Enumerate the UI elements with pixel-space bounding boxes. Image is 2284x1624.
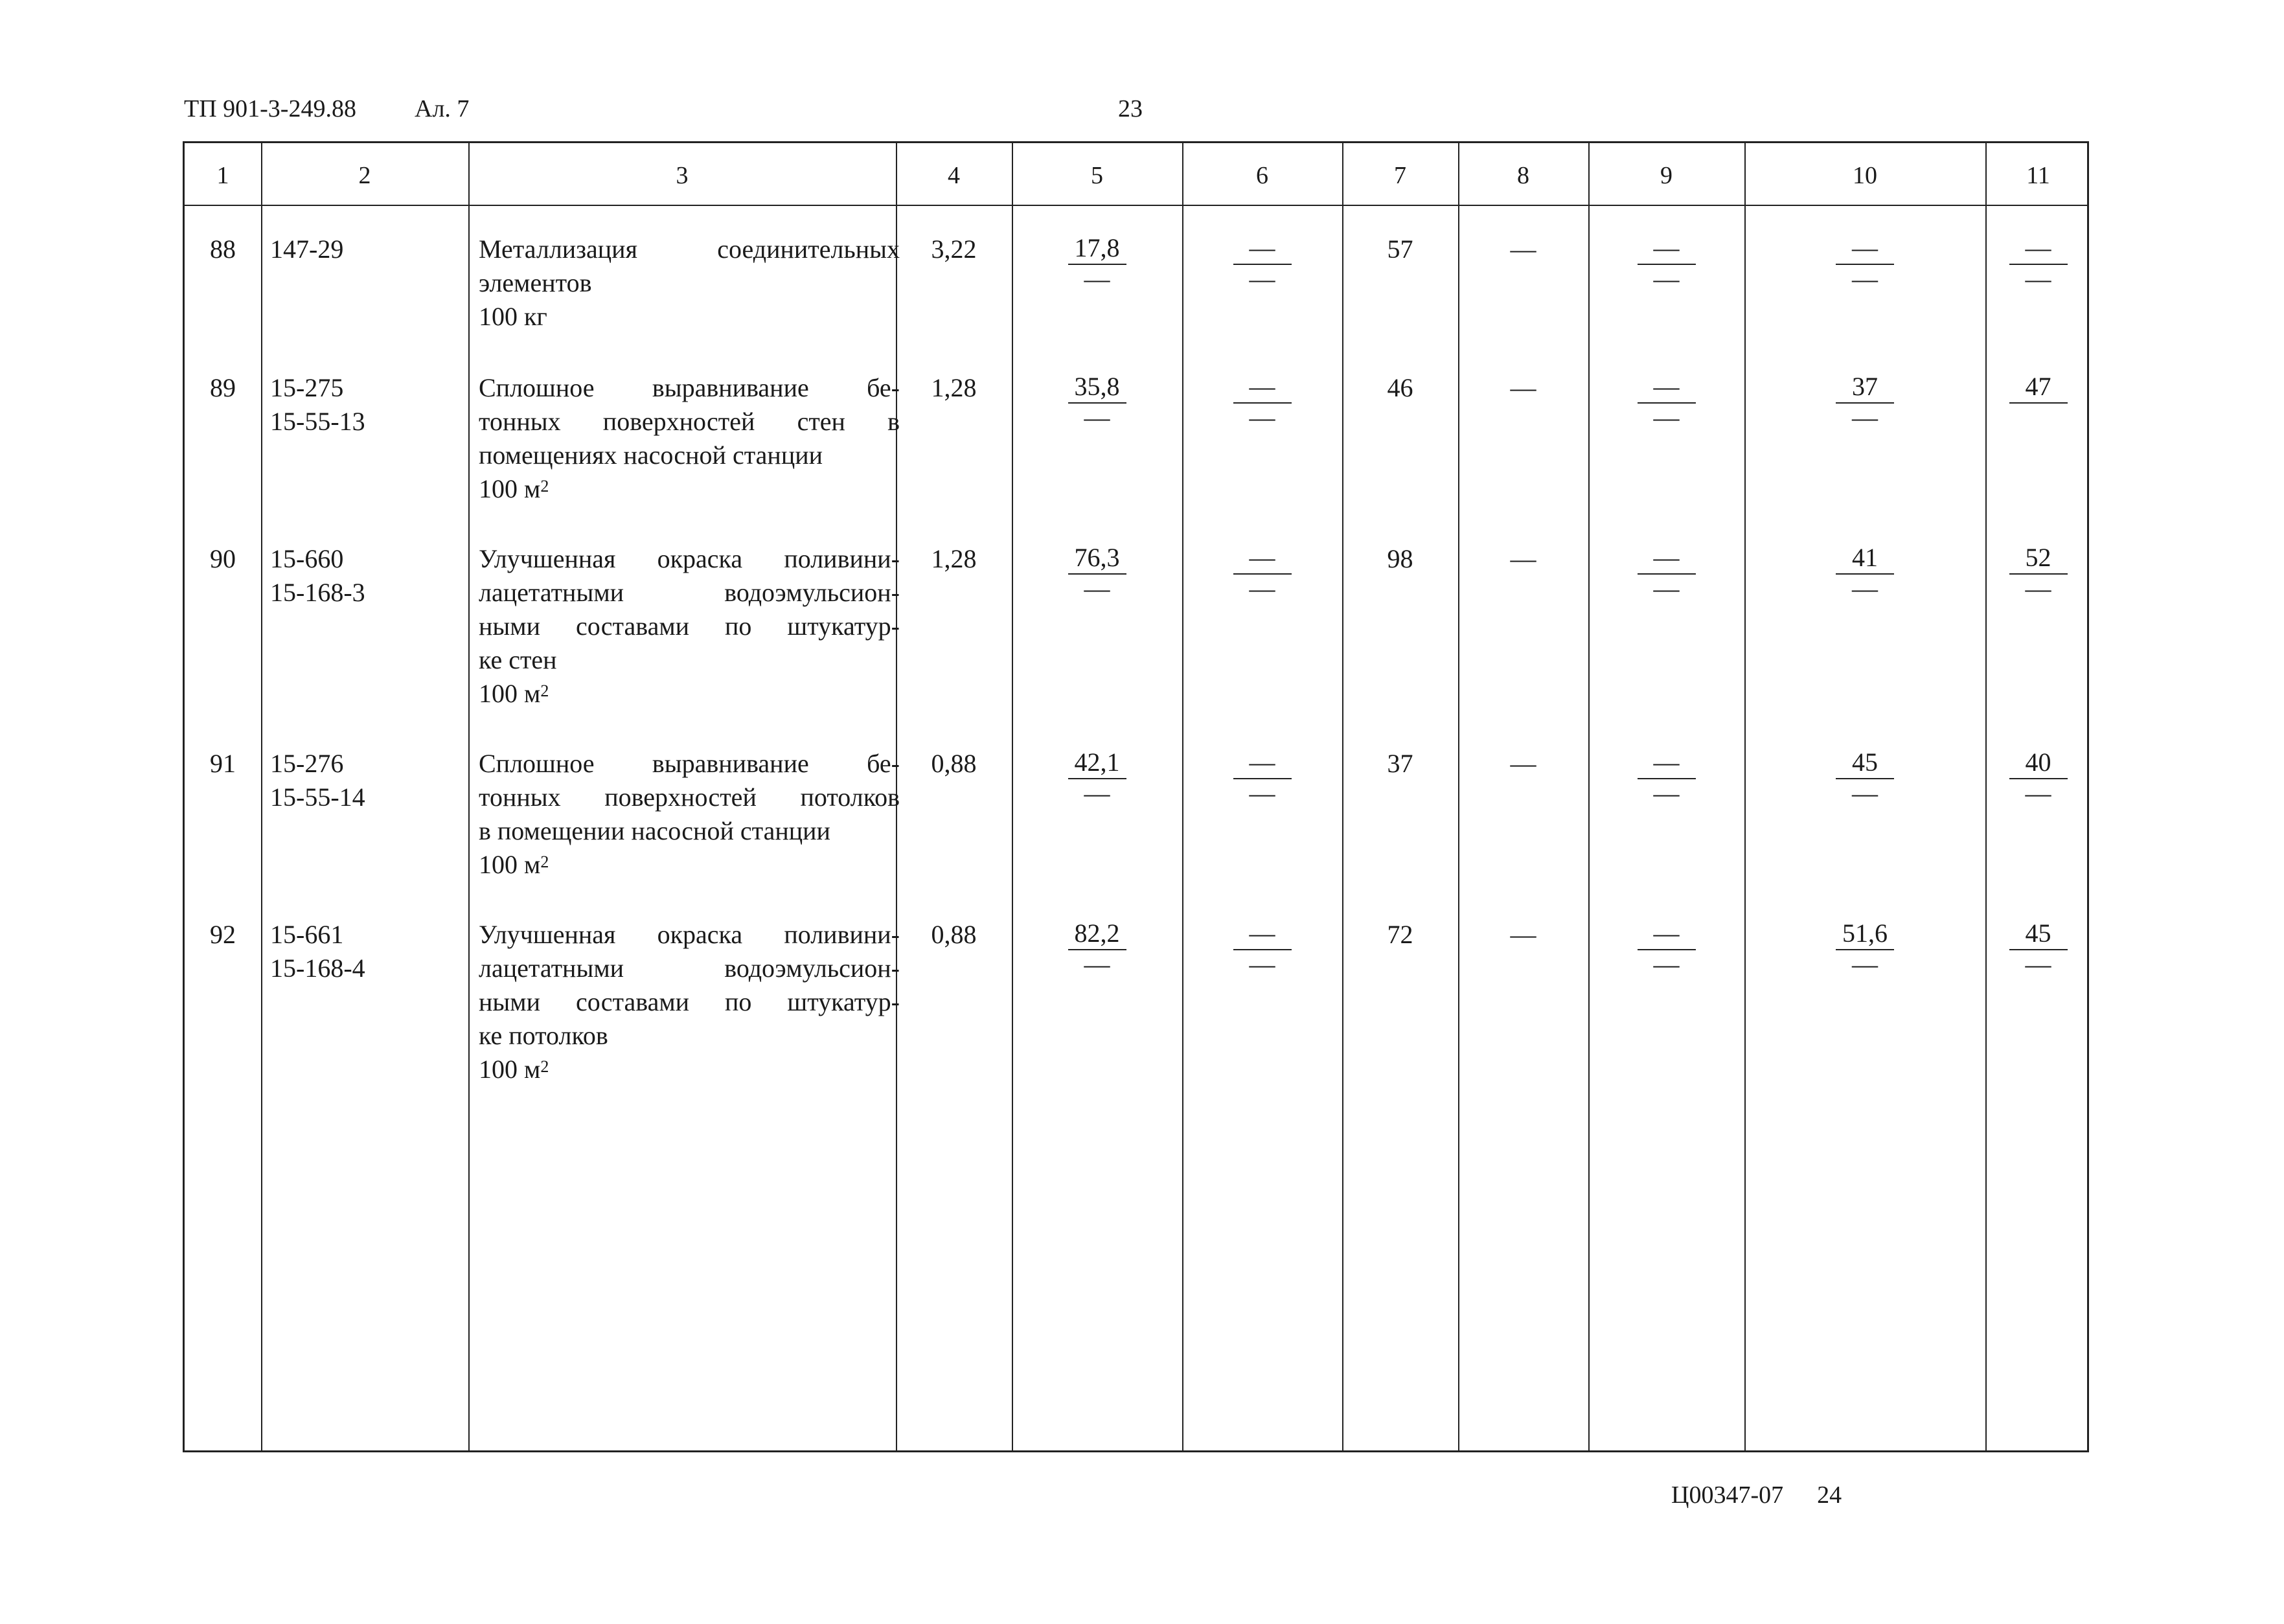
footer-page-number: 24 (1817, 1481, 1842, 1509)
unit-superscript: 2 (540, 477, 549, 496)
fraction-cell (1233, 747, 1292, 808)
estimate-table (183, 141, 2089, 1452)
norm-code: 15-275 (270, 373, 344, 402)
unit-text: 100 кг (479, 302, 547, 331)
fraction-numerator: — (2009, 233, 2068, 265)
description-line: ке потолков (479, 1021, 608, 1050)
footer (1671, 1481, 1842, 1509)
fraction-cell (1836, 918, 1894, 979)
fraction-denominator: — (1084, 779, 1110, 808)
fraction-denominator: — (1852, 403, 1878, 432)
fraction-denominator: — (2025, 574, 2051, 603)
row-number: 91 (210, 749, 236, 778)
norm-code: 15-168-3 (270, 578, 365, 607)
description-line: элементов (479, 268, 592, 297)
fraction-numerator: — (1638, 542, 1696, 575)
fraction-numerator: — (1233, 918, 1292, 950)
col7-value: 72 (1387, 920, 1413, 949)
fraction-cell (1836, 542, 1894, 603)
column-divider (1012, 143, 1013, 1450)
column-number: 10 (1853, 162, 1877, 189)
col8-value: — (1510, 749, 1536, 778)
fraction-numerator: 45 (2009, 918, 2068, 950)
description-line: ными составами по штукатур- (479, 987, 900, 1016)
fraction-numerator: 51,6 (1836, 918, 1894, 950)
norm-code: 15-661 (270, 920, 344, 949)
fraction-denominator: — (1852, 264, 1878, 293)
norm-codes (270, 747, 365, 814)
col8-value: — (1510, 920, 1536, 949)
description-line: ке стен (479, 645, 557, 674)
fraction-numerator: 40 (2009, 747, 2068, 779)
norm-code: 15-660 (270, 544, 344, 573)
column-divider (1342, 143, 1343, 1450)
work-description (479, 747, 900, 882)
col8-value: — (1510, 373, 1536, 402)
description-line: Улучшенная окраска поливини- (479, 544, 900, 573)
fraction-numerator: — (1836, 233, 1894, 265)
description-line: ными составами по штукатур- (479, 612, 900, 641)
unit-text: 100 м (479, 679, 541, 708)
fraction-cell (1068, 918, 1126, 979)
fraction-denominator: — (2025, 264, 2051, 293)
fraction-cell (1638, 747, 1696, 808)
col8-value: — (1510, 234, 1536, 264)
norm-codes (270, 542, 365, 610)
fraction-cell (1836, 747, 1894, 808)
description-line: Сплошное выравнивание бе- (479, 749, 900, 778)
fraction-cell (2009, 371, 2068, 404)
measurement-unit (479, 848, 900, 882)
quantity-value: 1,28 (931, 373, 977, 402)
fraction-cell (1068, 371, 1126, 432)
fraction-numerator: — (1233, 542, 1292, 575)
fraction-denominator: — (1653, 574, 1680, 603)
column-divider (1182, 143, 1183, 1450)
header-divider (185, 205, 2087, 206)
unit-text: 100 м (479, 1055, 541, 1084)
norm-code: 147-29 (270, 234, 344, 264)
column-number: 7 (1394, 162, 1406, 189)
column-number: 11 (2026, 162, 2050, 189)
fraction-cell (1068, 542, 1126, 603)
fraction-cell (1836, 371, 1894, 432)
fraction-denominator: — (1249, 574, 1275, 603)
row-number: 92 (210, 920, 236, 949)
fraction-denominator: — (1653, 950, 1680, 979)
fraction-numerator: 82,2 (1068, 918, 1126, 950)
fraction-numerator: 35,8 (1068, 371, 1126, 404)
column-number: 5 (1091, 162, 1103, 189)
col7-value: 37 (1387, 749, 1413, 778)
description-line: Улучшенная окраска поливини- (479, 920, 900, 949)
measurement-unit (479, 677, 900, 711)
fraction-numerator: — (1233, 747, 1292, 779)
col8-value: — (1510, 544, 1536, 573)
col7-value: 57 (1387, 234, 1413, 264)
norm-codes (270, 233, 343, 266)
norm-code: 15-276 (270, 749, 344, 778)
fraction-cell (1638, 918, 1696, 979)
fraction-denominator: — (1653, 403, 1680, 432)
fraction-denominator: — (1084, 264, 1110, 293)
page-number: 23 (1118, 95, 1143, 122)
fraction-denominator: — (1249, 264, 1275, 293)
fraction-numerator: 52 (2009, 542, 2068, 575)
fraction-denominator: — (1084, 403, 1110, 432)
column-number: 6 (1256, 162, 1268, 189)
fraction-numerator: — (1638, 747, 1696, 779)
work-description (479, 371, 900, 506)
fraction-numerator: 42,1 (1068, 747, 1126, 779)
row-number: 88 (210, 234, 236, 264)
fraction-cell (1638, 233, 1696, 293)
fraction-denominator: — (1852, 779, 1878, 808)
description-line: в помещении насосной станции (479, 816, 830, 845)
fraction-numerator: 37 (1836, 371, 1894, 404)
unit-text: 100 м (479, 474, 541, 503)
row-number: 89 (210, 373, 236, 402)
document-code: ТП 901-3-249.88 (184, 95, 356, 122)
row-number: 90 (210, 544, 236, 573)
description-line: тонных поверхностей стен в (479, 407, 900, 436)
quantity-value: 0,88 (931, 920, 977, 949)
measurement-unit (479, 300, 900, 334)
fraction-cell (1233, 918, 1292, 979)
fraction-cell (1638, 371, 1696, 432)
fraction-cell (2009, 233, 2068, 293)
column-number: 3 (676, 162, 689, 189)
col7-value: 46 (1387, 373, 1413, 402)
norm-code: 15-168-4 (270, 954, 365, 983)
norm-code: 15-55-14 (270, 783, 365, 812)
fraction-numerator: 45 (1836, 747, 1894, 779)
fraction-numerator: 47 (2009, 371, 2068, 404)
column-divider (1458, 143, 1459, 1450)
fraction-numerator: — (1638, 233, 1696, 265)
unit-superscript: 2 (540, 852, 549, 871)
measurement-unit (479, 1053, 900, 1086)
column-divider (1588, 143, 1590, 1450)
column-divider (1985, 143, 1987, 1450)
column-number: 1 (216, 162, 229, 189)
fraction-denominator: — (2025, 779, 2051, 808)
work-description (479, 233, 900, 334)
fraction-cell (1068, 747, 1126, 808)
fraction-denominator: — (1852, 950, 1878, 979)
fraction-denominator: — (1084, 950, 1110, 979)
fraction-cell (1638, 542, 1696, 603)
fraction-numerator: — (1638, 371, 1696, 404)
description-line: Металлизация соединительных (479, 234, 900, 264)
unit-superscript: 2 (540, 681, 549, 700)
fraction-denominator: — (1249, 950, 1275, 979)
fraction-denominator: — (1084, 574, 1110, 603)
fraction-numerator: 76,3 (1068, 542, 1126, 575)
description-line: лацетатными водоэмульсион- (479, 578, 900, 607)
norm-codes (270, 918, 365, 985)
column-number: 4 (948, 162, 960, 189)
fraction-numerator: — (1638, 918, 1696, 950)
work-description (479, 918, 900, 1086)
fraction-cell (1836, 233, 1894, 293)
fraction-numerator: 41 (1836, 542, 1894, 575)
fraction-denominator: — (1653, 779, 1680, 808)
footer-code: Ц00347-07 (1671, 1481, 1784, 1509)
fraction-denominator: — (1249, 403, 1275, 432)
norm-code: 15-55-13 (270, 407, 365, 436)
fraction-numerator: 17,8 (1068, 233, 1126, 265)
fraction-cell (2009, 542, 2068, 603)
column-number: 2 (358, 162, 371, 189)
description-line: Сплошное выравнивание бе- (479, 373, 900, 402)
fraction-denominator: — (2025, 950, 2051, 979)
fraction-numerator: — (1233, 233, 1292, 265)
quantity-value: 3,22 (931, 234, 977, 264)
quantity-value: 0,88 (931, 749, 977, 778)
quantity-value: 1,28 (931, 544, 977, 573)
column-divider (261, 143, 262, 1450)
description-line: лацетатными водоэмульсион- (479, 954, 900, 983)
fraction-cell (2009, 747, 2068, 808)
fraction-numerator: — (1233, 371, 1292, 404)
fraction-cell (1233, 371, 1292, 432)
fraction-cell (1233, 542, 1292, 603)
description-line: тонных поверхностей потолков (479, 783, 900, 812)
col7-value: 98 (1387, 544, 1413, 573)
measurement-unit (479, 472, 900, 506)
column-number: 8 (1517, 162, 1529, 189)
work-description (479, 542, 900, 711)
unit-text: 100 м (479, 850, 541, 879)
fraction-cell (1233, 233, 1292, 293)
norm-codes (270, 371, 365, 439)
description-line: помещениях насосной станции (479, 440, 823, 470)
column-divider (468, 143, 470, 1450)
fraction-denominator: — (1653, 264, 1680, 293)
column-number: 9 (1660, 162, 1673, 189)
sheet-label: Ал. 7 (415, 95, 470, 122)
fraction-cell (1068, 233, 1126, 293)
unit-superscript: 2 (540, 1057, 549, 1076)
fraction-denominator: — (1249, 779, 1275, 808)
fraction-cell (2009, 918, 2068, 979)
column-divider (1744, 143, 1746, 1450)
fraction-denominator: — (1852, 574, 1878, 603)
